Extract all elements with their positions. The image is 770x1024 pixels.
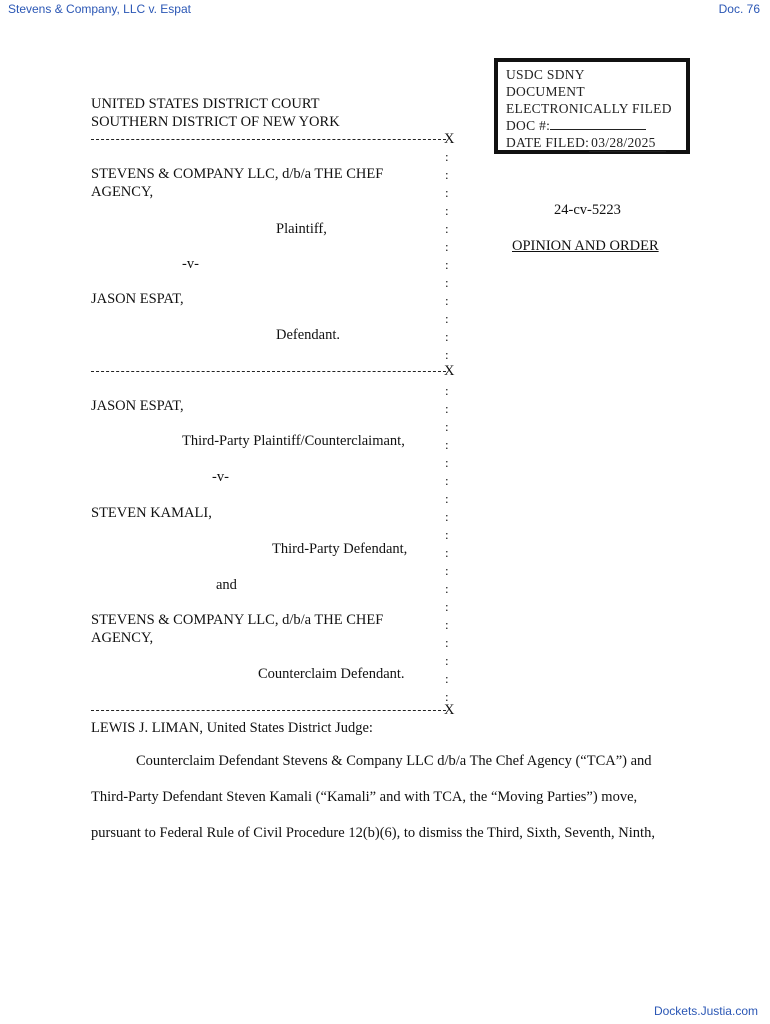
party-kamali: STEVEN KAMALI, [91, 505, 212, 521]
party-tca-line2: AGENCY, [91, 184, 154, 200]
body-line-2: Third-Party Defendant Steven Kamali (“Kamali” and with TCA, the “Moving Parties”) move, [91, 789, 638, 805]
document-type: OPINION AND ORDER [512, 238, 659, 254]
stamp-doc-blank [550, 129, 646, 130]
stamp-doc-label: DOC #: [506, 118, 551, 133]
case-number: 24-cv-5223 [554, 202, 621, 218]
doc-number: Doc. 76 [718, 2, 760, 16]
filing-stamp [494, 58, 690, 154]
role-third-party-plaintiff: Third-Party Plaintiff/Counterclaimant, [182, 433, 405, 449]
role-defendant: Defendant. [276, 327, 341, 343]
caption-x-middle: X [444, 363, 455, 379]
body-line-3: pursuant to Federal Rule of Civil Procedure 12(b)(6), to dismiss the Third, Sixth, Seventh, Ninth, [91, 825, 655, 841]
caption-rule-top [91, 139, 446, 140]
party-espat-counter: JASON ESPAT, [91, 398, 184, 414]
caption-rule-bottom [91, 710, 446, 711]
caption-x-bottom: X [444, 702, 455, 718]
stamp-line-document: DOCUMENT [506, 84, 585, 99]
stamp-date-row [506, 134, 680, 152]
stamp-line-court: USDC SDNY [506, 67, 585, 82]
party-espat: JASON ESPAT, [91, 291, 184, 307]
role-plaintiff: Plaintiff, [276, 221, 327, 237]
party-tca-counter-line2: AGENCY, [91, 630, 154, 646]
caption-rule-middle [91, 371, 446, 372]
stamp-date-label: DATE FILED: [506, 135, 590, 150]
judge-line: LEWIS J. LIMAN, United States District Judge: [91, 720, 373, 736]
caption-colon-column: : : : : : : : : : : : : : : : : : : : : : : : : : : : : : : [445, 149, 449, 704]
stamp-doc-row [506, 117, 680, 134]
stamp-date-value: 03/28/2025 [589, 134, 666, 152]
and-connector: and [216, 577, 237, 593]
caption-x-top: X [444, 131, 455, 147]
versus-2: -v- [212, 469, 229, 485]
stamp-line-filed: ELECTRONICALLY FILED [506, 101, 672, 116]
party-tca-counter-line1: STEVENS & COMPANY LLC, d/b/a THE CHEF [91, 612, 384, 628]
case-title-link[interactable]: Stevens & Company, LLC v. Espat [8, 2, 191, 16]
court-name: UNITED STATES DISTRICT COURT [91, 96, 320, 112]
party-tca-line1: STEVENS & COMPANY LLC, d/b/a THE CHEF [91, 166, 384, 182]
justia-source-link[interactable]: Dockets.Justia.com [653, 1004, 758, 1018]
court-district: SOUTHERN DISTRICT OF NEW YORK [91, 114, 340, 130]
body-line-1: Counterclaim Defendant Stevens & Company LLC d/b/a The Chef Agency (“TCA”) and [136, 753, 652, 769]
role-third-party-defendant: Third-Party Defendant, [272, 541, 408, 557]
role-counterclaim-defendant: Counterclaim Defendant. [258, 666, 405, 682]
versus-1: -v- [182, 256, 199, 272]
